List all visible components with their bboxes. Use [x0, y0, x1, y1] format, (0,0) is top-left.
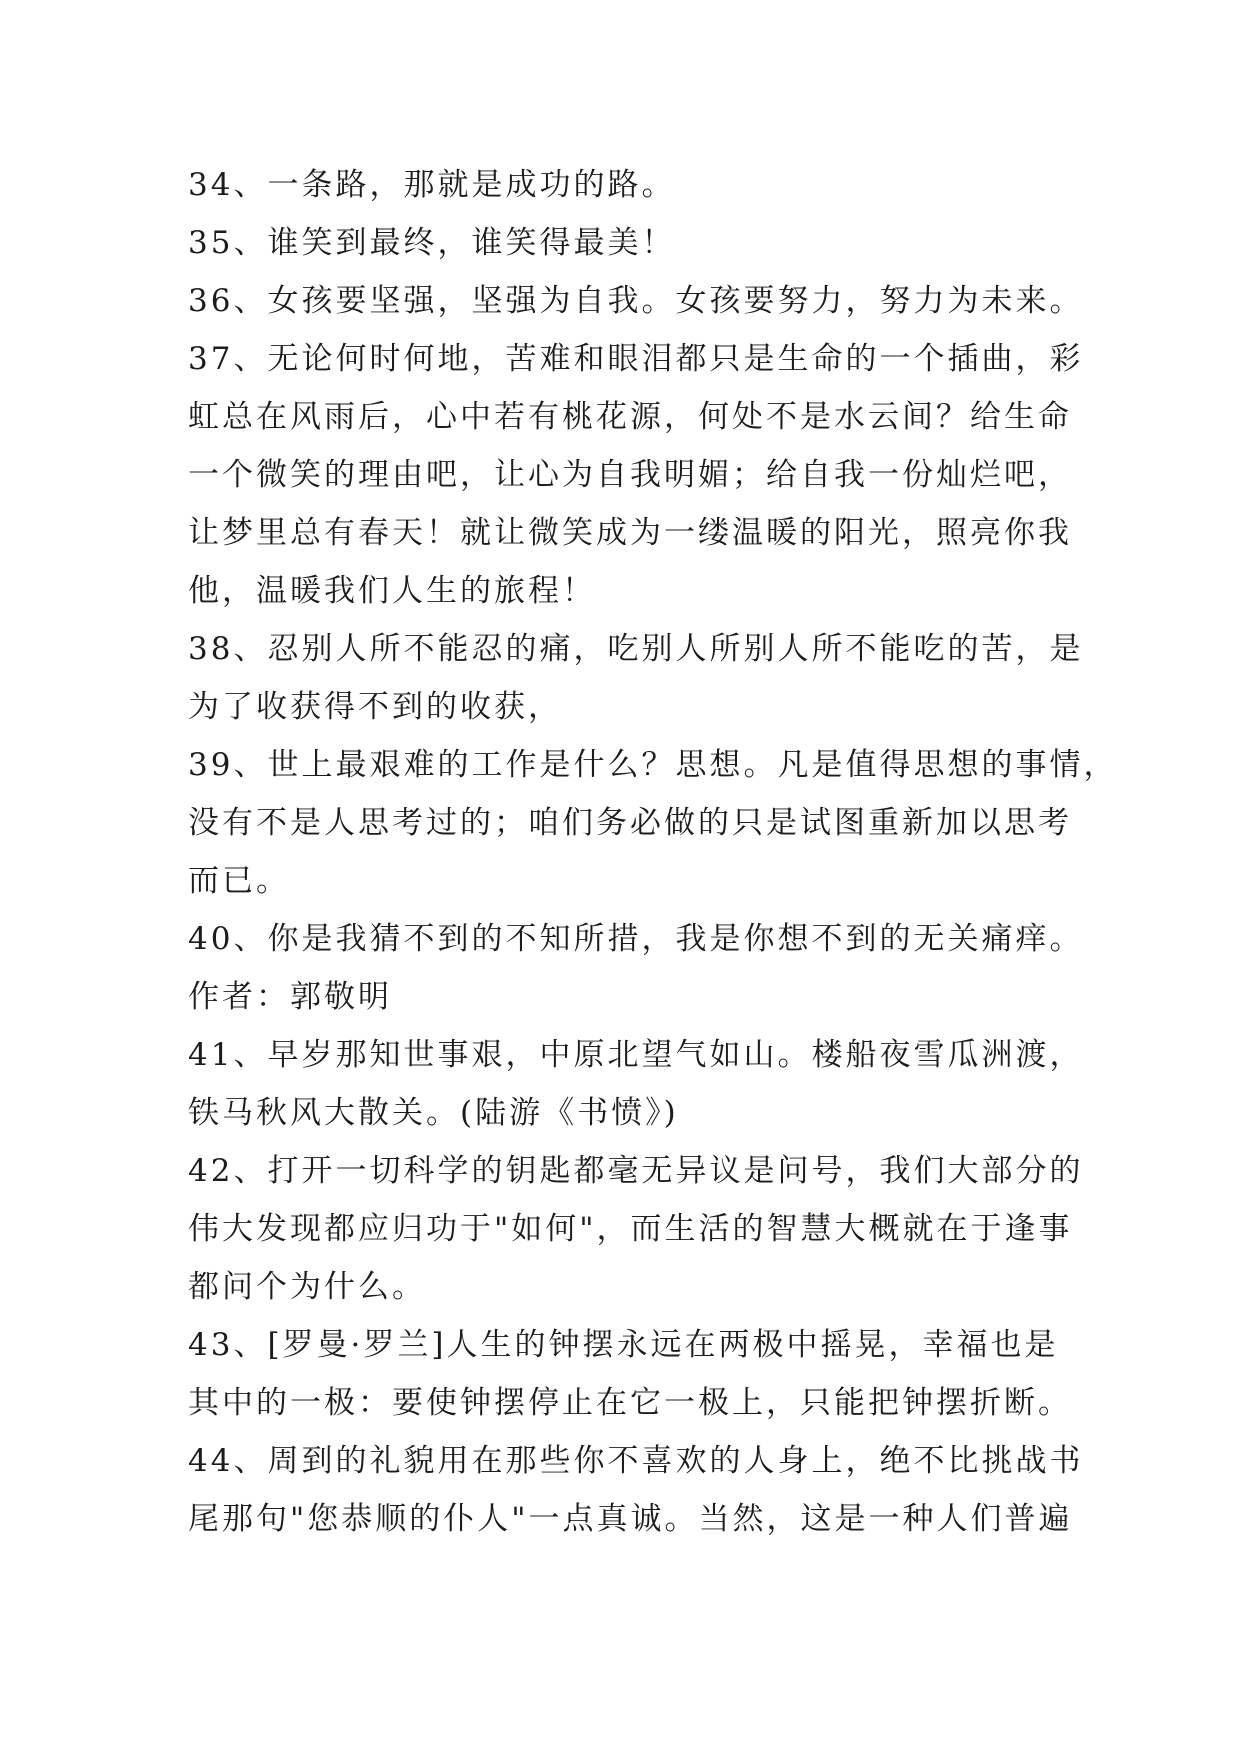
- document-body: [188, 156, 1118, 1548]
- text-line: 铁马秋风大散关。(陆游《书愤》): [188, 1095, 679, 1131]
- text-line: 尾那句"您恭顺的仆人"一点真诚。当然，这是一种人们普遍: [188, 1501, 1073, 1537]
- text-line: 38、忍别人所不能忍的痛，吃别人所别人所不能吃的苦，是: [188, 631, 1084, 667]
- text-line: 36、女孩要坚强，坚强为自我。女孩要努力，努力为未来。: [188, 283, 1084, 319]
- text-line: 让梦里总有春天！就让微笑成为一缕温暖的阳光，照亮你我: [188, 515, 1072, 551]
- text-line: 41、早岁那知世事艰，中原北望气如山。楼船夜雪瓜洲渡，: [188, 1037, 1084, 1073]
- text-line: 35、谁笑到最终，谁笑得最美！: [188, 225, 676, 261]
- text-line: 40、你是我猜不到的不知所措，我是你想不到的无关痛痒。: [188, 921, 1084, 957]
- text-line: 虹总在风雨后，心中若有桃花源，何处不是水云间？给生命: [188, 399, 1072, 435]
- text-line: 42、打开一切科学的钥匙都毫无异议是问号，我们大部分的: [188, 1153, 1084, 1189]
- text-line: 他，温暖我们人生的旅程！: [188, 573, 596, 609]
- text-line: 39、世上最艰难的工作是什么？思想。凡是值得思想的事情，: [188, 747, 1118, 783]
- text-line: 37、无论何时何地，苦难和眼泪都只是生命的一个插曲，彩: [188, 341, 1084, 377]
- text-line: 而已。: [188, 863, 290, 899]
- text-line: 34、一条路，那就是成功的路。: [188, 167, 676, 203]
- text-line: 都问个为什么。: [188, 1269, 426, 1305]
- text-line: 其中的一极：要使钟摆停止在它一极上，只能把钟摆折断。: [188, 1385, 1072, 1421]
- text-line: 44、周到的礼貌用在那些你不喜欢的人身上，绝不比挑战书: [188, 1443, 1084, 1479]
- text-line: 作者：郭敬明: [188, 979, 392, 1015]
- text-line: 为了收获得不到的收获，: [188, 689, 562, 725]
- text-line: 没有不是人思考过的；咱们务必做的只是试图重新加以思考: [188, 805, 1072, 841]
- text-line: 一个微笑的理由吧，让心为自我明媚；给自我一份灿烂吧，: [188, 457, 1072, 493]
- text-line: 伟大发现都应归功于"如何"，而生活的智慧大概就在于逢事: [188, 1211, 1073, 1247]
- text-line: 43、[罗曼·罗兰]人生的钟摆永远在两极中摇晃，幸福也是: [188, 1327, 1059, 1363]
